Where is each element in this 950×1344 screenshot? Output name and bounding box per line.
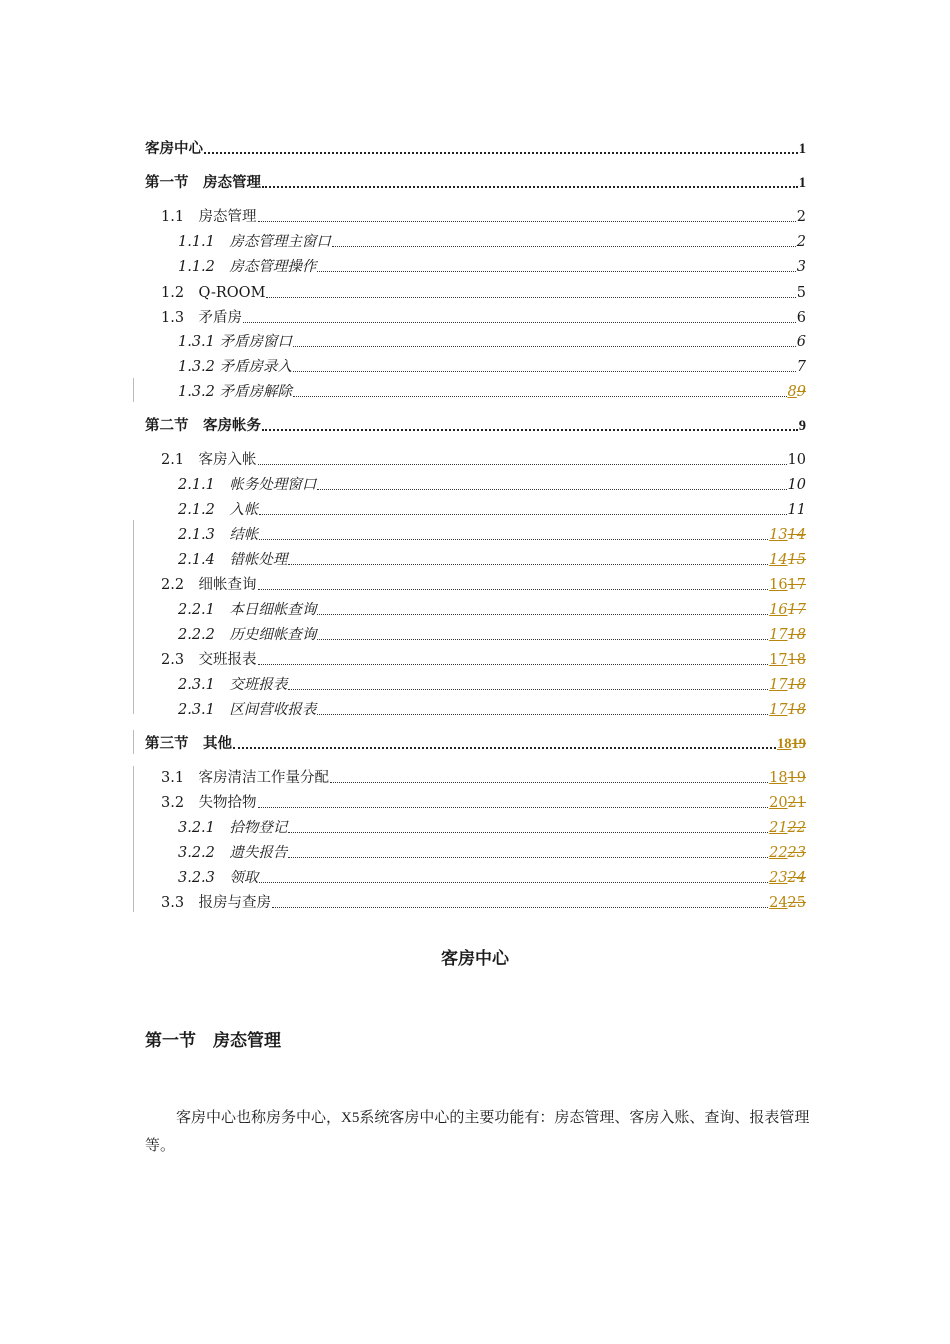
toc-entry[interactable] (145, 172, 806, 192)
change-bar (133, 730, 134, 754)
page-number-inserted: 18 (777, 736, 792, 752)
toc-entry[interactable] (145, 499, 806, 519)
page-number-inserted: 17 (769, 677, 788, 693)
toc-entry[interactable] (145, 792, 806, 812)
toc-entry[interactable] (145, 307, 806, 327)
page-number-inserted: 21 (769, 820, 788, 836)
toc-entry[interactable] (145, 599, 806, 619)
toc-entry-page (769, 819, 806, 837)
toc-entry-title: 1.3.2 矛盾房录入 (178, 359, 293, 375)
toc-entry[interactable] (145, 206, 806, 226)
page-number-deleted: 14 (787, 527, 806, 543)
page-number-deleted: 22 (787, 820, 806, 836)
toc-entry[interactable] (145, 867, 806, 887)
page-number-deleted: 18 (787, 677, 806, 693)
toc-entry-page: 6 (796, 334, 806, 350)
toc-entry-title: 1.1 房态管理 (161, 209, 257, 225)
dot-leader (259, 514, 786, 515)
toc-entry-page (769, 869, 806, 887)
change-bar (133, 766, 134, 912)
toc-entry-page: 7 (796, 359, 806, 375)
page-number-deleted: 19 (787, 770, 806, 786)
toc-entry[interactable] (145, 474, 806, 494)
toc-entry[interactable] (145, 674, 806, 694)
dot-leader (259, 882, 768, 883)
page-number-deleted: 24 (787, 870, 806, 886)
dot-leader (258, 221, 796, 222)
page-number-deleted: 25 (787, 895, 806, 911)
toc-entry-page (769, 626, 806, 644)
dot-leader (288, 564, 768, 565)
page-number-inserted: 24 (769, 895, 788, 911)
toc-entry-title: 3.2.3 领取 (178, 870, 259, 886)
dot-leader (293, 371, 796, 372)
toc-entry[interactable] (145, 356, 806, 376)
toc-entry-page: 1 (798, 175, 806, 191)
toc-entry-page (769, 526, 806, 544)
toc-entry-page (769, 551, 806, 569)
dot-leader (293, 346, 796, 347)
toc-entry-page (769, 894, 806, 912)
toc-entry[interactable] (145, 767, 806, 787)
toc-entry[interactable] (145, 817, 806, 837)
toc-entry[interactable] (145, 549, 806, 569)
page-number-deleted: 23 (787, 845, 806, 861)
dot-leader (258, 589, 769, 590)
toc-entry-page: 10 (787, 477, 806, 493)
dot-leader (262, 186, 798, 188)
toc-entry-title: 2.2.1 本日细帐查询 (178, 602, 317, 618)
dot-leader (258, 464, 787, 465)
change-bar (133, 520, 134, 714)
toc-entry-page (769, 844, 806, 862)
dot-leader (332, 246, 796, 247)
dot-leader (317, 714, 768, 715)
toc-entry-title: 第二节 客房帐务 (145, 418, 261, 434)
toc-entry[interactable] (145, 524, 806, 544)
dot-leader (330, 782, 768, 783)
toc-entry-page (769, 676, 806, 694)
toc-entry-page: 2 (796, 209, 806, 225)
toc-entry-title: 第一节 房态管理 (145, 175, 261, 191)
toc-entry-title: 2.3 交班报表 (161, 652, 257, 668)
dot-leader (233, 747, 776, 749)
page-number-deleted: 21 (787, 795, 806, 811)
toc-entry[interactable] (145, 282, 806, 302)
dot-leader (258, 807, 769, 808)
toc-entry-title: 1.1.1 房态管理主窗口 (178, 234, 331, 250)
page-number-inserted: 23 (769, 870, 788, 886)
page-number-inserted: 13 (769, 527, 788, 543)
toc-entry-title: 3.2.2 遗失报告 (178, 845, 288, 861)
dot-leader (288, 689, 768, 690)
toc-entry-title: 2.1.3 结帐 (178, 527, 259, 543)
toc-entry-page: 6 (796, 310, 806, 326)
page-number-inserted: 17 (769, 702, 788, 718)
page-number-inserted: 20 (769, 795, 788, 811)
toc-entry-title: 第三节 其他 (145, 736, 232, 752)
toc-entry-page (769, 576, 806, 594)
toc-entry-title: 2.1.2 入帐 (178, 502, 259, 518)
toc-entry-title: 2.1.1 帐务处理窗口 (178, 477, 317, 493)
toc-entry[interactable] (145, 624, 806, 644)
toc-entry-page (769, 651, 806, 669)
toc-entry[interactable] (145, 649, 806, 669)
page-number-deleted: 18 (787, 627, 806, 643)
toc-entry-title: 3.2.1 拾物登记 (178, 820, 288, 836)
dot-leader (266, 297, 795, 298)
toc-entry-title: 2.2.2 历史细帐查询 (178, 627, 317, 643)
page-number-deleted: 18 (787, 702, 806, 718)
change-bar (133, 378, 134, 402)
toc-entry-title: 3.3 报房与查房 (161, 895, 272, 911)
dot-leader (317, 639, 768, 640)
toc-entry-title: 2.3.1 交班报表 (178, 677, 288, 693)
toc-entry-page (769, 794, 806, 812)
page-number-deleted: 18 (787, 652, 806, 668)
toc-entry-title: 2.3.1 区间营收报表 (178, 702, 317, 718)
toc-entry-title: 3.1 客房清洁工作量分配 (161, 770, 330, 786)
toc-entry-page: 10 (787, 452, 806, 468)
page-number-inserted: 17 (769, 627, 788, 643)
dot-leader (259, 539, 768, 540)
page-number-inserted: 16 (769, 577, 788, 593)
page-number-inserted: 22 (769, 845, 788, 861)
toc-entry[interactable] (145, 733, 806, 753)
toc-entry-page: 3 (796, 259, 806, 275)
dot-leader (317, 614, 768, 615)
toc-entry[interactable] (145, 699, 806, 719)
toc-entry[interactable] (145, 892, 806, 912)
body-paragraph: 客房中心也称房务中心，X5系统客房中心的主要功能有：房态管理、客房入账、查询、报表管理等。 (145, 1110, 810, 1154)
toc-entry-page (777, 735, 806, 753)
dot-leader (288, 857, 768, 858)
toc-entry-title: 2.2 细帐查询 (161, 577, 257, 593)
toc-entry-page (788, 383, 806, 401)
toc-entry-page (769, 601, 806, 619)
toc-entry-page: 2 (796, 234, 806, 250)
page-number-inserted: 18 (769, 770, 788, 786)
page-number-inserted: 14 (769, 552, 788, 568)
toc-entry-title: 1.1.2 房态管理操作 (178, 259, 317, 275)
dot-leader (272, 907, 768, 908)
page-number-deleted: 15 (787, 552, 806, 568)
toc-entry[interactable] (145, 331, 806, 351)
toc-entry-title: 客房中心 (145, 141, 203, 157)
page-number-deleted: 19 (791, 736, 806, 752)
toc-entry-title: 1.3.1 矛盾房窗口 (178, 334, 293, 350)
dot-leader (258, 664, 769, 665)
dot-leader (317, 271, 795, 272)
toc-entry-title: 2.1.4 错帐处理 (178, 552, 288, 568)
toc-entry-title: 1.3 矛盾房 (161, 310, 243, 326)
toc-entry-page (769, 701, 806, 719)
toc-entry-page (769, 769, 806, 787)
dot-leader (288, 832, 768, 833)
chapter-title: 客房中心 (441, 949, 509, 968)
toc-entry-title: 3.2 失物拾物 (161, 795, 257, 811)
dot-leader (317, 489, 786, 490)
toc-entry[interactable] (145, 381, 806, 401)
page-number-deleted: 17 (787, 577, 806, 593)
toc-entry-title: 2.1 客房入帐 (161, 452, 257, 468)
page-number-inserted: 16 (769, 602, 788, 618)
toc-entry-page: 9 (798, 418, 806, 434)
toc-entry-page: 5 (796, 285, 806, 301)
page-number-deleted: 9 (796, 384, 806, 400)
dot-leader (243, 322, 796, 323)
toc-entry[interactable] (145, 415, 806, 435)
page-number-inserted: 17 (769, 652, 788, 668)
toc-entry[interactable] (145, 256, 806, 276)
toc-entry[interactable] (145, 842, 806, 862)
dot-leader (204, 152, 798, 154)
toc-entry-title: 1.2 Q-ROOM (161, 285, 266, 301)
toc-entry[interactable] (145, 574, 806, 594)
section-title: 第一节 房态管理 (145, 1031, 281, 1050)
toc-entry-page: 11 (787, 502, 806, 518)
toc-entry-page: 1 (798, 141, 806, 157)
toc-entry[interactable] (145, 449, 806, 469)
toc-entry-title: 1.3.2 矛盾房解除 (178, 384, 293, 400)
toc-entry[interactable] (145, 231, 806, 251)
page-number-deleted: 17 (787, 602, 806, 618)
toc-entry[interactable] (145, 138, 806, 158)
page-number-inserted: 8 (787, 384, 797, 400)
dot-leader (262, 429, 798, 431)
dot-leader (293, 396, 787, 397)
